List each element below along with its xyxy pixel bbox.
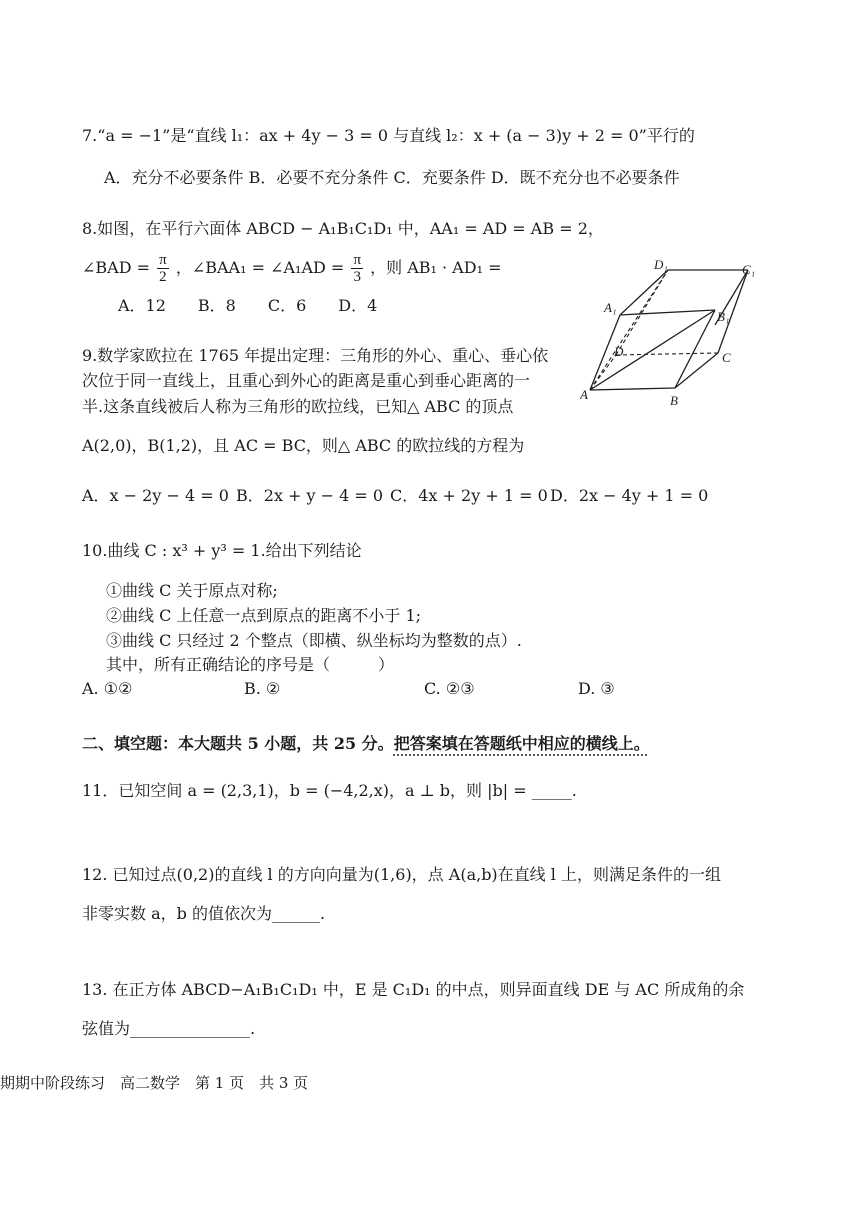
section-2-heading	[82, 733, 650, 755]
q13-stem-line1: 13. 在正方体 ABCD−A₁B₁C₁D₁ 中，E 是 C₁D₁ 的中点，则异面直线 DE 与 AC 所成角的余	[82, 980, 745, 999]
q9-stem-line1: 9.数学家欧拉在 1765 年提出定理：三角形的外心、重心、垂心依	[82, 346, 549, 365]
q9-option-c: C．4x + 2y + 1 = 0	[390, 486, 548, 505]
label-c1: C₁	[742, 262, 756, 277]
q8-dot-product: ，则 AB₁ · AD₁ =	[370, 258, 502, 277]
label-d1: D₁	[654, 257, 668, 272]
q10-stem: 10.曲线 C : x³ + y³ = 1.给出下列结论	[82, 541, 362, 560]
q8-angle-bad: ∠BAD =	[82, 258, 151, 277]
section-2-emphasis: 把答案填在答题纸中相应的横线上。	[393, 734, 650, 753]
q8-fraction-pi-2	[157, 252, 169, 285]
label-b: B	[670, 393, 678, 408]
q9-stem-line2: 次位于同一直线上，且重心到外心的距离是重心到垂心距离的一	[82, 371, 531, 390]
q12-stem-line2: 非零实数 a，b 的值依次为______.	[82, 904, 326, 923]
q10-option-d: D. ③	[578, 679, 615, 698]
q10-option-b: B. ②	[244, 679, 281, 698]
q10-conclusion-2: ②曲线 C 上任意一点到原点的距离不小于 1;	[106, 606, 422, 625]
q8-fraction-pi-3	[351, 252, 363, 285]
q13-stem-line2: 弦值为_______________.	[82, 1019, 256, 1038]
q12-stem-line1: 12. 已知过点(0,2)的直线 l 的方向向量为(1,6)，点 A(a,b)在直线 l 上，则满足条件的一组	[82, 865, 721, 884]
parallelepiped-figure	[580, 255, 790, 415]
q8-frac2-denominator: 3	[353, 269, 361, 285]
label-a: A	[580, 387, 588, 402]
q7-options: A．充分不必要条件 B．必要不充分条件 C．充要条件 D．既不充分也不必要条件	[104, 168, 680, 187]
q9-option-d: D．2x − 4y + 1 = 0	[550, 486, 709, 505]
q9-option-b: B．2x + y − 4 = 0	[236, 486, 384, 505]
q10-conclusion-3: ③曲线 C 只经过 2 个整点（即横、纵坐标均为整数的点）.	[106, 631, 522, 650]
q8-angle-baa1: ，∠BAA₁ = ∠A₁AD =	[175, 258, 345, 277]
q10-question: 其中，所有正确结论的序号是（ ）	[106, 655, 395, 674]
q8-frac1-numerator: π	[159, 252, 167, 268]
q8-stem-line1: 8.如图，在平行六面体 ABCD − A₁B₁C₁D₁ 中，AA₁ = AD = AB = 2，	[82, 219, 604, 238]
label-a1: A₁	[604, 300, 617, 315]
q9-stem-line4: A(2,0)，B(1,2)，且 AC = BC，则△ ABC 的欧拉线的方程为	[82, 436, 525, 455]
q8-stem-line2	[82, 252, 501, 285]
q9-option-a: A．x − 2y − 4 = 0	[82, 486, 229, 505]
q9-stem-line3: 半.这条直线被后人称为三角形的欧拉线，已知△ ABC 的顶点	[82, 397, 514, 416]
q10-option-c: C. ②③	[424, 679, 475, 698]
q11-stem: 11．已知空间 a = (2,3,1)，b = (−4,2,x)，a ⊥ b，则 |b| = _____.	[82, 781, 577, 800]
q8-frac1-denominator: 2	[159, 269, 167, 285]
label-c: C	[722, 350, 731, 365]
page-footer: 期期中阶段练习 高二数学 第 1 页 共 3 页	[0, 1074, 309, 1092]
section-2-prefix: 二、填空题：本大题共 5 小题，共 25 分。	[82, 734, 394, 753]
q8-options: A．12 B．8 C．6 D．4	[118, 296, 378, 315]
q10-option-a: A. ①②	[82, 679, 133, 698]
q8-frac2-numerator: π	[353, 252, 362, 268]
q10-conclusion-1: ①曲线 C 关于原点对称;	[106, 581, 278, 600]
label-d: D	[614, 344, 624, 359]
label-b1: B₁	[717, 309, 730, 324]
q7-stem: 7.“a = −1”是“直线 l₁：ax + 4y − 3 = 0 与直线 l₂：x + (a − 3)y + 2 = 0”平行的	[82, 126, 695, 145]
